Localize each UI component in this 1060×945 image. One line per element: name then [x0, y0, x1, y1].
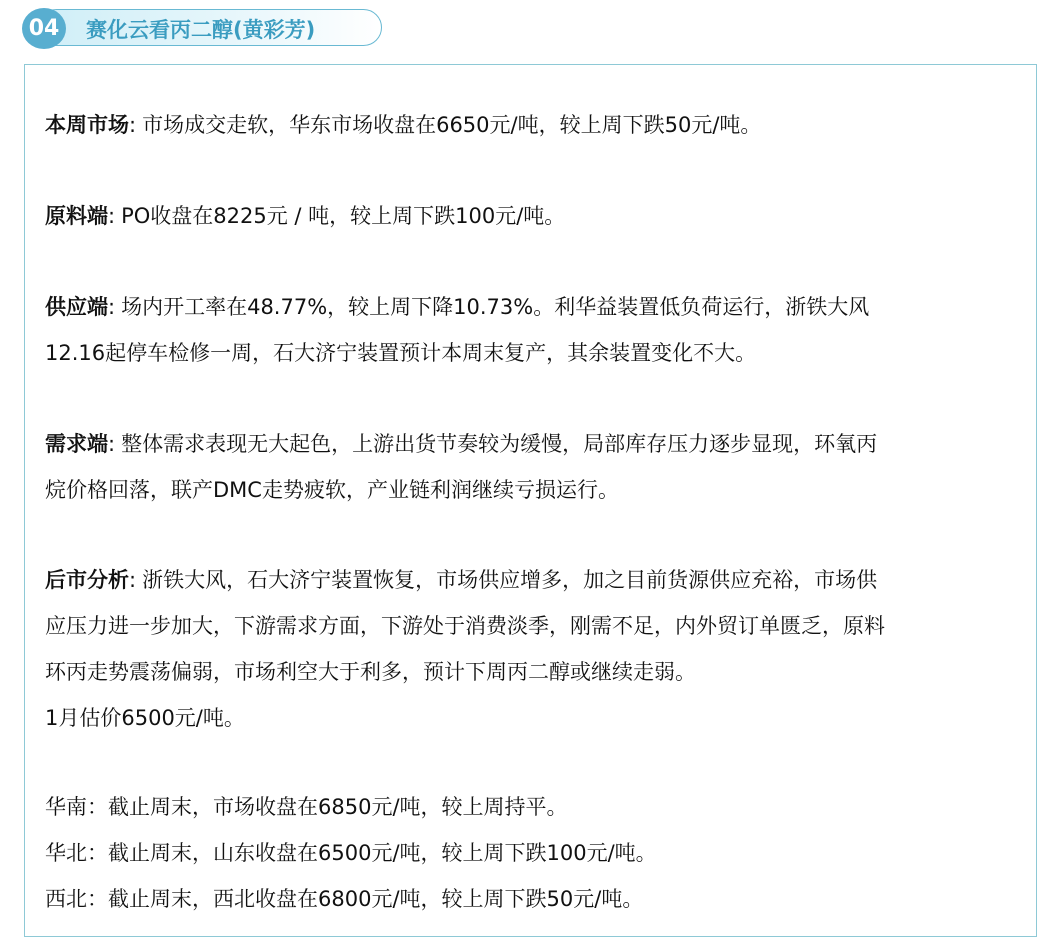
raw-label: 原料端 [45, 204, 108, 228]
outlook-label: 后市分析 [45, 568, 129, 592]
raw-material-paragraph [45, 193, 1020, 239]
outlook-paragraph [45, 557, 1020, 741]
supply-text-line2: 12.16起停车检修一周，石大济宁装置预计本周末复产，其余装置变化不大。 [45, 341, 757, 365]
market-label: 本周市场 [45, 113, 129, 137]
outlook-text-line2: 应压力进一步加大，下游需求方面，下游处于消费淡季，刚需不足，内外贸订单匮乏，原料 [45, 614, 885, 638]
outlook-estimate: 1月估价6500元/吨。 [45, 706, 245, 730]
supply-text-line1: 场内开工率在48.77%，较上周下降10.73%。利华益装置低负荷运行，浙铁大风 [121, 295, 870, 319]
region-north-line: 华北：截止周末，山东收盘在6500元/吨，较上周下跌100元/吨。 [45, 841, 657, 865]
section-header [22, 8, 384, 49]
outlook-text-line1: 浙铁大风，石大济宁装置恢复，市场供应增多，加之目前货源供应充裕，市场供 [142, 568, 878, 592]
raw-separator: : [108, 204, 116, 228]
market-paragraph [45, 102, 1020, 148]
region-south-line: 华南：截止周末，市场收盘在6850元/吨，较上周持平。 [45, 795, 568, 819]
market-separator: : [129, 113, 137, 137]
supply-label: 供应端 [45, 295, 108, 319]
content-box [24, 64, 1037, 937]
supply-paragraph [45, 284, 1020, 376]
region-northwest-line: 西北：截止周末，西北收盘在6800元/吨，较上周下跌50元/吨。 [45, 887, 644, 911]
supply-separator: : [108, 295, 116, 319]
demand-separator: : [108, 432, 116, 456]
demand-label: 需求端 [45, 432, 108, 456]
regional-prices [45, 784, 1020, 922]
outlook-text-line3: 环丙走势震荡偏弱，市场利空大于利多，预计下周丙二醇或继续走弱。 [45, 660, 696, 684]
demand-paragraph [45, 421, 1020, 513]
demand-text-line1: 整体需求表现无大起色，上游出货节奏较为缓慢，局部库存压力逐步显现，环氧丙 [121, 432, 878, 456]
section-number-badge: 04 [22, 8, 66, 49]
header-title-pill [38, 9, 382, 46]
section-title: 赛化云看丙二醇(黄彩芳) [86, 18, 316, 42]
demand-text-line2: 烷价格回落，联产DMC走势疲软，产业链利润继续亏损运行。 [45, 478, 619, 502]
outlook-separator: : [129, 568, 137, 592]
market-text: 市场成交走软，华东市场收盘在6650元/吨，较上周下跌50元/吨。 [142, 113, 762, 137]
raw-text: PO收盘在8225元 / 吨，较上周下跌100元/吨。 [121, 204, 566, 228]
